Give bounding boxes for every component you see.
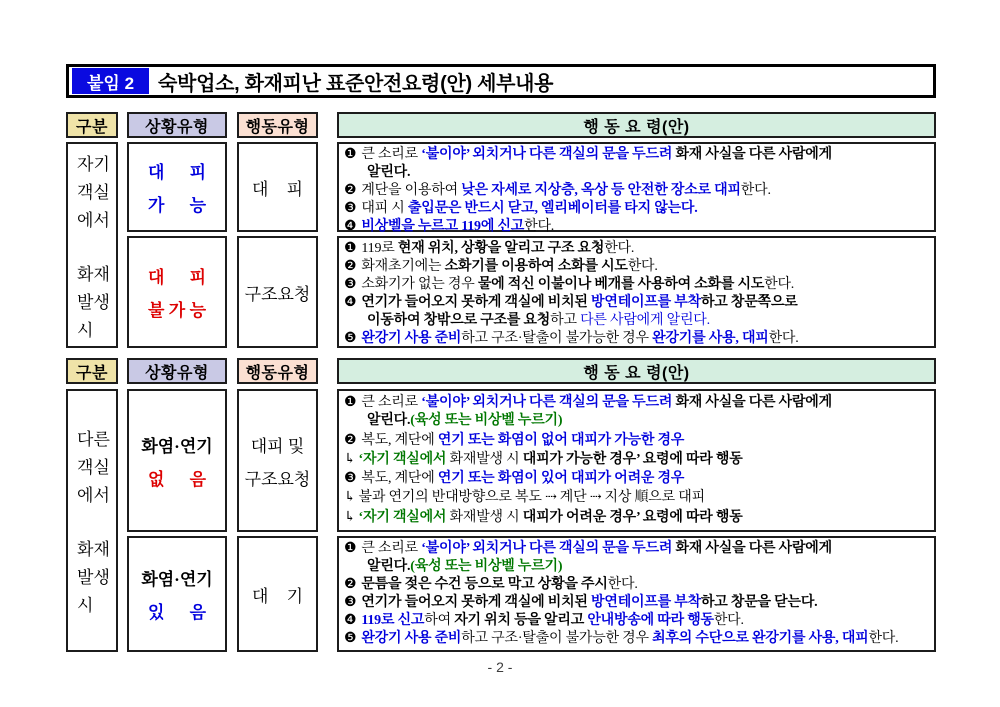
situation-label: 대 피 (148, 268, 206, 287)
category-label: 시 (77, 596, 94, 615)
action-label: 구조요청 (244, 469, 311, 489)
situation-cell (127, 142, 227, 232)
numbered-bullet-icon: ❶ (344, 147, 357, 162)
situation-label: 가 능 (148, 196, 206, 215)
numbered-bullet-icon: ❷ (344, 577, 357, 592)
category-label: 에 서 (77, 210, 110, 230)
numbered-bullet-icon: ❷ (344, 432, 357, 448)
guideline-item: ❺ 완강기 사용 준비하고 구조·탈출이 불가능한 경우 완강기를 사용, 대피한다. (344, 331, 799, 346)
guideline-subitem: ↳ ‘자기 객실에서 화재발생 시 대피가 어려운 경우’ 요령에 따라 행동 (344, 509, 743, 525)
guideline-cell (337, 536, 936, 652)
category-cell (66, 389, 118, 652)
col-header-situation: 상황유형 (127, 112, 227, 138)
situation-cell (127, 536, 227, 652)
action-label: 대피 및 (250, 436, 305, 456)
situation-label: 화염·연기 (141, 436, 213, 456)
guideline-item: ❶ 큰 소리로 ‘불이야’ 외치거나 다른 객실의 문을 두드려 화재 사실을 다른 사람에게 알린다. (344, 147, 832, 180)
numbered-bullet-icon: ❶ (344, 541, 357, 556)
numbered-bullet-icon: ❸ (344, 471, 357, 487)
guideline-item: ❹ 연기가 들어오지 못하게 객실에 비치된 방연테이프를 부착하고 창문쪽으로 이동하여 창밖으로 구조를 요청하고 다른 사람에게 알린다. (344, 295, 798, 328)
guideline-subitem: ↳ 불과 연기의 반대방향으로 복도 ⇢ 계단 ⇢ 지상 順으로 대피 (344, 490, 705, 506)
numbered-bullet-icon: ❹ (344, 295, 357, 310)
action-label: 구조요청 (244, 284, 311, 304)
category-label: 자 기 (77, 154, 110, 174)
guideline-item: ❷ 화재초기에는 소화기를 이용하여 소화를 시도한다. (344, 259, 658, 274)
action-label: 대 피 (252, 179, 303, 199)
col-header-situation: 상황유형 (127, 358, 227, 384)
numbered-bullet-icon: ❸ (344, 277, 357, 292)
guideline-item: ❹ 비상벨을 누르고 119에 신고한다. (344, 219, 555, 234)
situation-label: 불 가 능 (148, 301, 206, 320)
guideline-item: ❸ 소화기가 없는 경우 물에 적신 이불이나 베개를 사용하여 소화를 시도한다. (344, 277, 795, 292)
guideline-cell (337, 389, 936, 532)
attachment-badge: 붙임 2 (72, 68, 149, 94)
numbered-bullet-icon: ❺ (344, 631, 357, 646)
page-title: 숙박업소, 화재피난 표준안전요령(안) 세부내용 (158, 72, 554, 95)
page-number: - 2 - (487, 659, 513, 675)
situation-label: 화염·연기 (141, 570, 213, 589)
numbered-bullet-icon: ❷ (344, 183, 357, 198)
category-cell (66, 142, 118, 348)
guideline-item: ❷ 복도, 계단에 연기 또는 화염이 없어 대피가 가능한 경우 (344, 432, 685, 448)
col-header-guideline: 행 동 요 령(안) (337, 112, 936, 138)
sub-arrow-icon: ↳ (344, 451, 356, 467)
category-label: 에 서 (77, 486, 110, 505)
category-label: 다 른 (77, 430, 110, 449)
action-cell (237, 142, 318, 232)
action-label: 대 기 (252, 586, 303, 606)
guideline-item: ❸ 복도, 계단에 연기 또는 화염이 있어 대피가 어려운 경우 (344, 471, 685, 487)
action-cell (237, 389, 318, 532)
sub-arrow-icon: ↳ (344, 490, 356, 506)
guideline-item: ❸ 연기가 들어오지 못하게 객실에 비치된 방연테이프를 부착하고 창문을 닫는다. (344, 595, 818, 610)
situation-cell (127, 389, 227, 532)
guideline-item: ❸ 대피 시 출입문은 반드시 닫고, 엘리베이터를 타지 않는다. (344, 201, 698, 216)
situation-label: 없 음 (148, 469, 206, 489)
guideline-cell (337, 236, 936, 348)
numbered-bullet-icon: ❷ (344, 259, 357, 274)
situation-label: 있 음 (148, 603, 206, 622)
title-bar (66, 64, 936, 98)
col-header-action: 행동유형 (237, 358, 318, 384)
col-header-category: 구분 (66, 112, 118, 138)
category-label: 시 (77, 320, 94, 340)
guideline-item: ❷ 계단을 이용하여 낮은 자세로 지상층, 옥상 등 안전한 장소로 대피한다. (344, 183, 771, 198)
guideline-item: ❶ 큰 소리로 ‘불이야’ 외치거나 다른 객실의 문을 두드려 화재 사실을 다른 사람에게 알린다.(육성 또는 비상벨 누르기) (344, 395, 832, 429)
category-label: 화 재 (77, 540, 110, 559)
col-header-guideline: 행 동 요 령(안) (337, 358, 936, 384)
numbered-bullet-icon: ❸ (344, 595, 357, 610)
col-header-action: 행동유형 (237, 112, 318, 138)
numbered-bullet-icon: ❶ (344, 241, 357, 256)
action-cell (237, 236, 318, 348)
situation-label: 대 피 (148, 163, 206, 182)
guideline-item: ❶ 119로 현재 위치, 상황을 알리고 구조 요청한다. (344, 241, 635, 256)
guideline-item: ❷ 문틈을 젖은 수건 등으로 막고 상황을 주시한다. (344, 577, 638, 592)
sub-arrow-icon: ↳ (344, 509, 356, 525)
situation-cell (127, 236, 227, 348)
numbered-bullet-icon: ❸ (344, 201, 357, 216)
col-header-category: 구분 (66, 358, 118, 384)
category-label: 객 실 (77, 182, 110, 202)
guideline-item: ❺ 완강기 사용 준비하고 구조·탈출이 불가능한 경우 최후의 수단으로 완강기를 사용, 대피한다. (344, 631, 899, 646)
category-label: 발 생 (77, 292, 110, 312)
category-label: 객 실 (77, 458, 110, 477)
guideline-item: ❶ 큰 소리로 ‘불이야’ 외치거나 다른 객실의 문을 두드려 화재 사실을 다른 사람에게 알린다.(육성 또는 비상벨 누르기) (344, 541, 832, 574)
numbered-bullet-icon: ❹ (344, 219, 357, 234)
action-cell (237, 536, 318, 652)
guideline-item: ❹ 119로 신고하여 자기 위치 등을 알리고 안내방송에 따라 행동한다. (344, 613, 744, 628)
guideline-cell (337, 142, 936, 232)
category-label: 발 생 (77, 568, 110, 587)
numbered-bullet-icon: ❶ (344, 395, 357, 411)
numbered-bullet-icon: ❺ (344, 331, 357, 346)
guideline-subitem: ↳ ‘자기 객실에서 화재발생 시 대피가 가능한 경우’ 요령에 따라 행동 (344, 451, 743, 467)
numbered-bullet-icon: ❹ (344, 613, 357, 628)
category-label: 화 재 (77, 264, 110, 284)
